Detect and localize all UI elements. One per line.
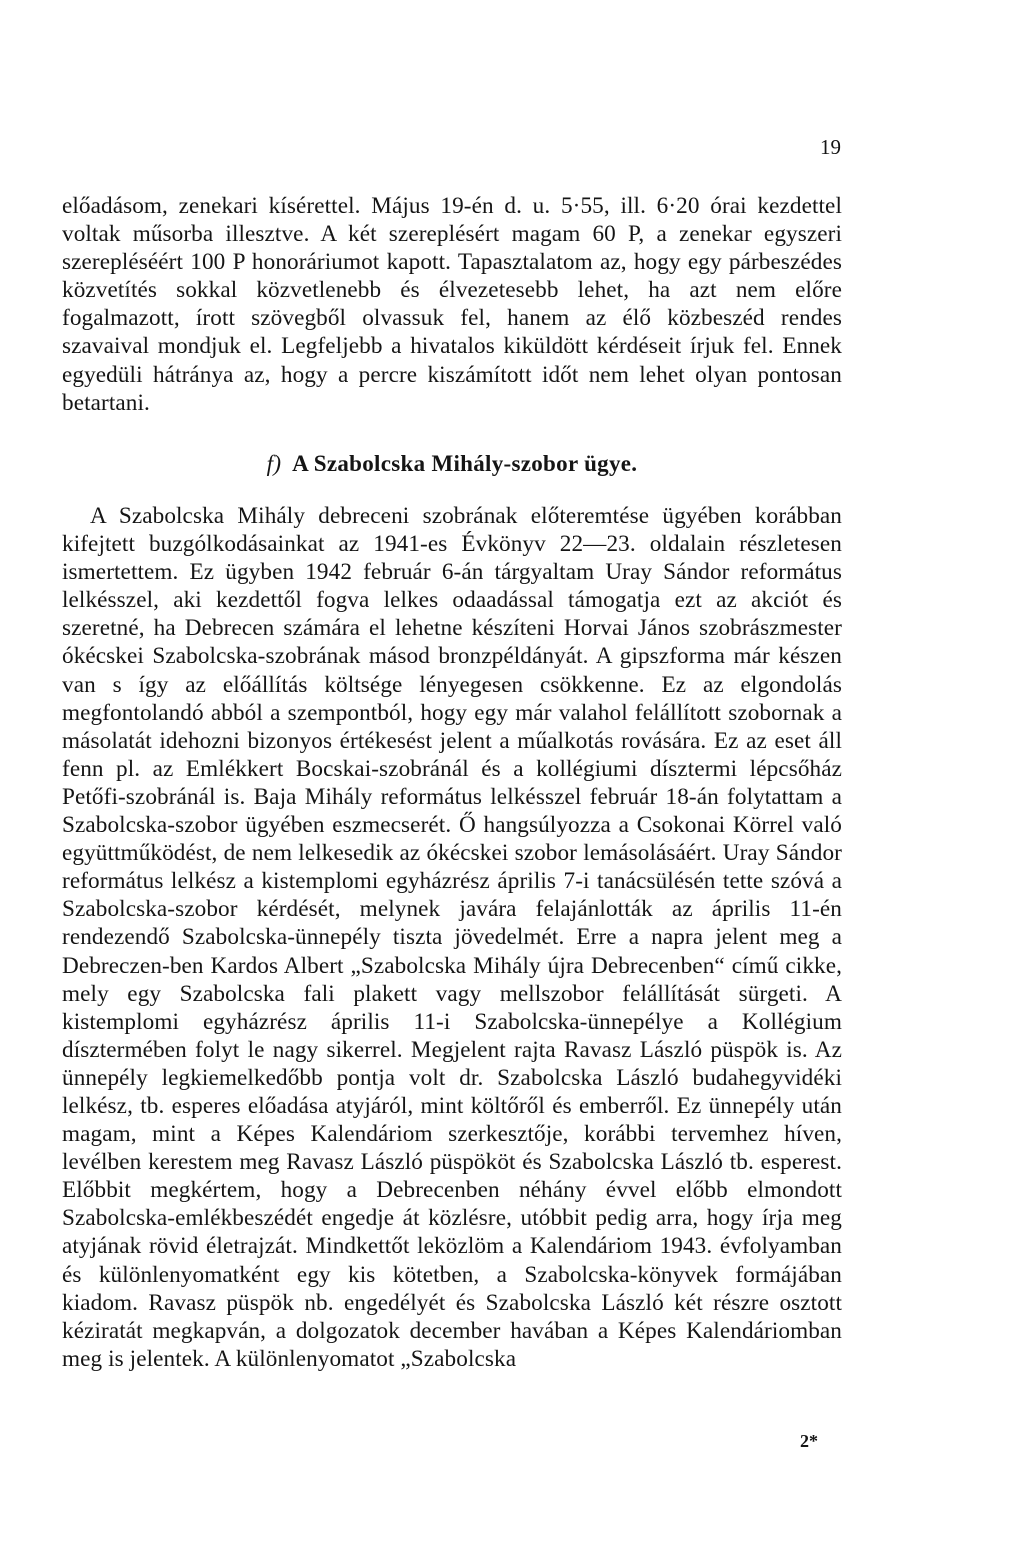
page-number: 19 (820, 135, 841, 159)
section-heading-text: A Szabolcska Mihály-szobor ügye. (292, 451, 638, 476)
section-heading (62, 450, 842, 478)
sheet-signature-mark: 2* (800, 1431, 818, 1451)
paragraph-broadcast: előadásom, zenekari kísérettel. Május 19-én d. u. 5·55, ill. 6·20 órai kezdettel voltak műsorba illesztve. A két szereplésért magam 60 P, a zenekar egyszeri szerepléséért 100 P honoráriumot kapott. Tapasztalatom az, hogy egy párbeszédes közvetítés sokkal közvetlenebb és élvezetesebb lehet, ha azt nem előre fogalmazott, írott szövegből olvassuk fel, hanem az élő közbeszéd rendes szavaival mondjuk el. Legfeljebb a hivatalos kiküldött kérdéseit írjuk fel. Ennek egyedüli hátránya az, hogy a percre kiszámított időt nem lehet olyan pontosan betartani. (62, 193, 842, 416)
section-heading-mark: f) (266, 451, 282, 476)
paragraph-statue: A Szabolcska Mihály debreceni szobrának előteremtése ügyében korábban kifejtett buzgólkodásainkat az 1941-es Évkönyv 22—23. oldalain részletesen ismertettem. Ez ügyben 1942 február 6-án tárgyaltam Uray Sándor református lelkésszel, aki kezdettől fogva lelkes odaadással támogatja ezt az akciót és szeretné, ha Debrecen számára el lehetne készíteni Horvai János szobrászmester ókécskei Szabolcska-szobrának másod bronzpéldányát. A gipszforma már készen van s így az előállítás költsége lényegesen csökkenne. Ez az elgondolás megfontolandó abból a szempontból, hogy egy már valahol felállított szobornak a másolatát idehozni bizonyos értékesést jelent a műalkotás rovására. Ez az eset áll fenn pl. az Emlékkert Bocskai-szobránál és a kollégiumi dísztermi lépcsőház Petőfi-szobránál is. Baja Mihály református lelkésszel február 18-án folytattam a Szabolcska-szobor ügyében eszmecserét. Ő hangsúlyozza a Csokonai Körrel való együttműködést, de nem lelkesedik az ókécskei szobor lemásolásáért. Uray Sándor református lelkész a kistemplomi egyházrész április 7-i tanácsülésén tette szóvá a Szabolcska-szobor kérdését, melynek javára felajánlották az április 11-én rendezendő Szabolcska-ünnepély tiszta jövedelmét. Erre a napra jelent meg a Debreczen-ben Kardos Albert „Szabolcska Mihály újra Debrecenben“ című cikke, mely egy Szabolcska fali plakett vagy mellszobor felállítását sürgeti. A kistemplomi egyházrész április 11-i Szabolcska-ünnepélye a Kollégium dísztermében folyt le nagy sikerrel. Megjelent rajta Ravasz László püspök is. Az ünnepély legkiemelkedőbb pontja volt dr. Szabolcska László budahegyvidéki lelkész, tb. esperes előadása atyjáról, mint költőről és emberről. Ez ünnepély után magam, mint a Képes Kalendáriom szerkesztője, korábbi tervemhez híven, levélben kerestem meg Ravasz László püspököt és Szabolcska László tb. esperest. Előbbit megkértem, hogy a Debrecenben néhány évvel előbb elmondott Szabolcska-emlékbeszédét engedje át közlésre, utóbbit pedig arra, hogy írja meg atyjának rövid életrajzát. Mindkettőt leközlöm a Kalendáriom 1943. évfolyamban és különlenyomatként egy kis kötetben, a Szabolcska-könyvek formájában kiadom. Ravasz püspök nb. engedélyét és Szabolcska László két részre osztott kéziratát megkapván, a dolgozatok december havában a Képes Kalendáriomban meg is jelentek. A különlenyomatot „Szabolcska (62, 503, 842, 1372)
